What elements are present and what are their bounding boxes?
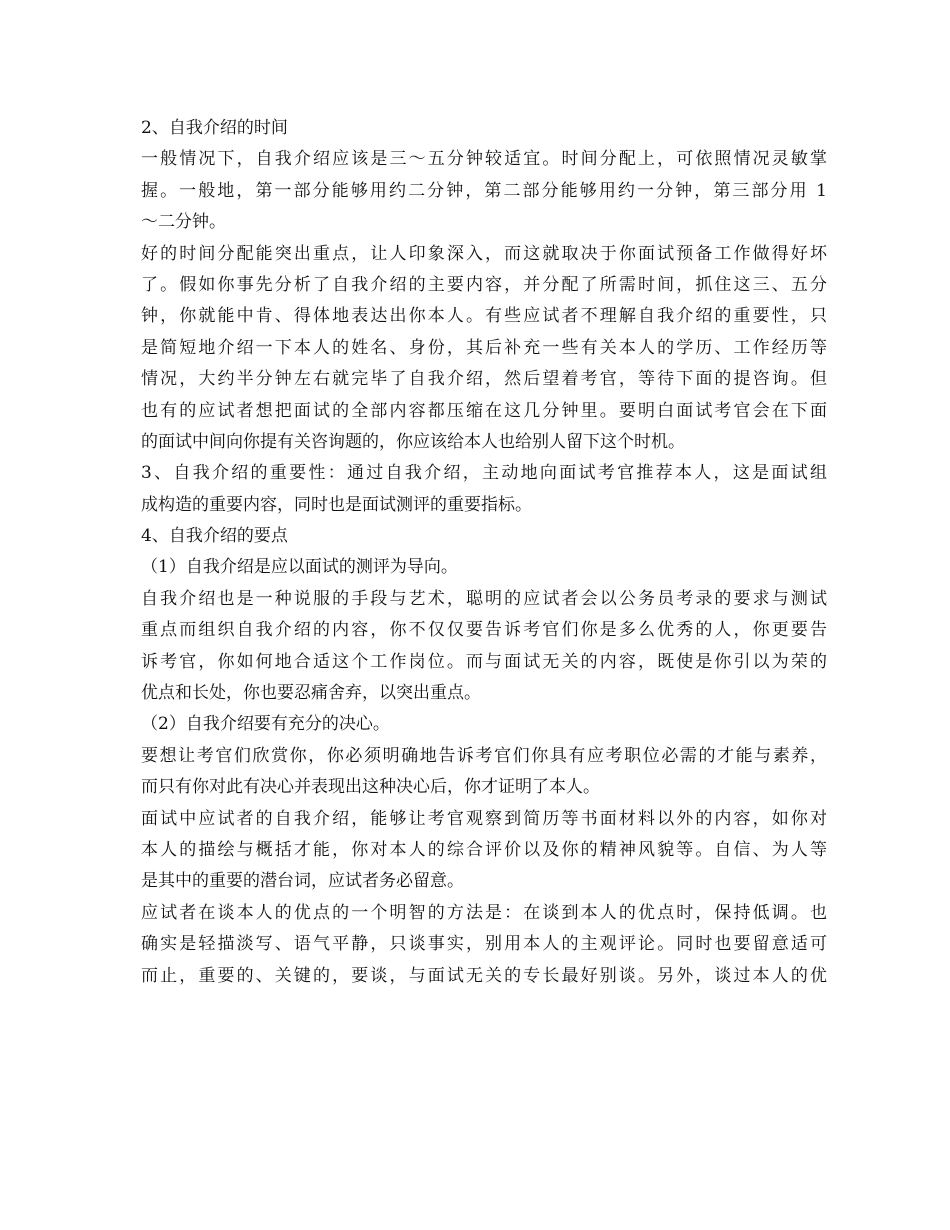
line-23: 面试中应试者的自我介绍，能够让考官观察到简历等书面材料以外的内容，如你对 [141,808,827,829]
document-body [141,113,827,992]
line-10: 也有的应试者想把面试的全部内容都压缩在这几分钟里。要明白面试考官会在下面 [141,400,827,421]
line-subpoint-1: （1）自我介绍是应以面试的测评为导向。 [141,557,458,578]
line-subpoint-2: （2）自我介绍要有充分的决心。 [141,714,390,735]
line-6: 了。假如你事先分析了自我介绍的主要内容，并分配了所需时间，抓住这三、五分 [141,274,827,295]
line-26: 应试者在谈本人的优点的一个明智的方法是：在谈到本人的优点时，保持低调。也 [141,902,827,923]
line-28: 而止，重要的、关键的，要谈，与面试无关的专长最好别谈。另外，谈过本人的优 [141,965,827,986]
line-22: 而只有你对此有决心并表现出这种决心后，你才证明了本人。 [141,777,600,798]
line-section-3-heading: 3、自我介绍的重要性：通过自我介绍，主动地向面试考官推荐本人，这是面试组 [141,463,827,484]
line-16: 自我介绍也是一种说服的手段与艺术，聪明的应试者会以公务员考录的要求与测试 [141,588,827,609]
line-3: 握。一般地，第一部分能够用约二分钟，第二部分能够用约一分钟，第三部分用 1 [141,180,827,201]
line-11: 的面试中间向你提有关咨询题的，你应该给本人也给别人留下这个时机。 [141,431,685,452]
line-27: 确实是轻描淡写、语气平静，只谈事实，别用本人的主观评论。同时也要留意适可 [141,934,827,955]
line-19: 优点和长处，你也要忍痛舍弃，以突出重点。 [141,683,481,704]
line-24: 本人的描绘与概括才能，你对本人的综合评价以及你的精神风貌等。自信、为人等 [141,839,827,860]
line-7: 钟，你就能中肯、得体地表达出你本人。有些应试者不理解自我介绍的重要性，只 [141,306,827,327]
line-8: 是简短地介绍一下本人的姓名、身份，其后补充一些有关本人的学历、工作经历等 [141,337,827,358]
line-25: 是其中的重要的潜台词，应试者务必留意。 [141,871,464,892]
line-17: 重点而组织自我介绍的内容，你不仅仅要告诉考官们你是多么优秀的人，你更要告 [141,620,827,641]
line-9: 情况，大约半分钟左右就完毕了自我介绍，然后望着考官，等待下面的提咨询。但 [141,369,827,390]
line-18: 诉考官，你如何地合适这个工作岗位。而与面试无关的内容，既使是你引以为荣的 [141,651,827,672]
line-21: 要想让考官们欣赏你，你必须明确地告诉考官们你具有应考职位必需的才能与素养， [141,745,827,766]
line-5: 好的时间分配能突出重点，让人印象深入，而这就取决于你面试预备工作做得好坏 [141,243,827,264]
line-4: ～二分钟。 [141,212,226,233]
line-section-4-heading: 4、自我介绍的要点 [141,526,288,547]
line-section-2-heading: 2、自我介绍的时间 [141,118,288,138]
line-2: 一般情况下，自我介绍应该是三～五分钟较适宜。时间分配上，可依照情况灵敏掌 [141,149,827,170]
line-13: 成构造的重要内容，同时也是面试测评的重要指标。 [141,494,532,515]
